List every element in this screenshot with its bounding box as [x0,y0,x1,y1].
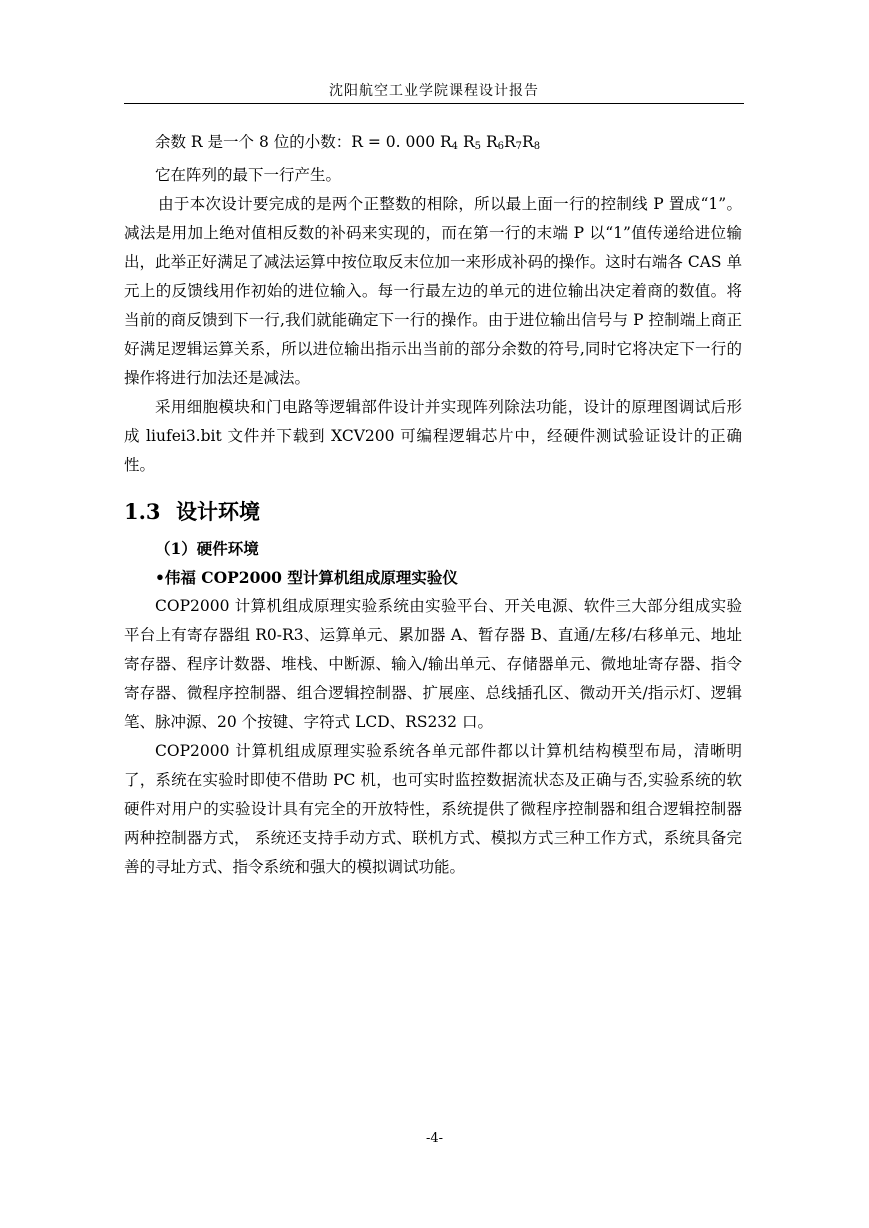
sub-4: 4 [451,141,459,152]
paragraph-1: 由于本次设计要完成的是两个正整数的相除，所以最上面一行的控制线 P 置成“1”。减法是用加上绝对值相反数的补码来实现的，而在第一行的末端 P 以“1”值传递给进位输出，此举正好满足了减法运算中按位取反末位加一来形成补码的操作。这时右端各 CAS 单元上的反馈线用作初始的进位输入。每一行最左边的单元的进位输出决定着商的数值。将当前的商反馈到下一行,我们就能确定下一行的操作。由于进位输出信号与 P 控制端上商正好满足逻辑运算关系，所以进位输出指示出当前的部分余数的符号,同时它将决定下一行的操作将进行加法还是减法。 [124,195,742,387]
sub-7: 7 [515,141,523,152]
subheading-hardware: （1）硬件环境 [155,539,259,558]
paragraph-4: COP2000 计算机组成原理实验系统各单元部件都以计算机结构模型布局，清晰明了，系统在实验时即使不借助 PC 机，也可实时监控数据流状态及正确与否,实验系统的软硬件对用户的实验设计具有完全的开放特性，系统提供了微程序控制器和组合逻辑控制器两种控制器方式， 系统还支持手动方式、联机方式、模拟方式三种工作方式，系统具备完善的寻址方式、指令系统和强大的模拟调试功能。 [124,742,742,876]
section-title: 设计环境 [176,499,260,524]
page-header: 沈阳航空工业学院课程设计报告 [329,83,539,99]
remainder-formula-line: 余数 R 是一个 8 位的小数：R = 0. 000 $R_4$ $R_5$ $R_6R_7R_8$ [155,133,541,152]
sub-5: 5 [474,141,482,152]
subheading-device: •伟福 COP2000 型计算机组成原理实验仪 [155,568,458,587]
header-rule [124,103,744,104]
page-number: -4- [425,1131,444,1146]
sub-6: 6 [497,141,504,152]
text-line-2: 它在阵列的最下一行产生。 [155,166,342,184]
document-body [124,128,742,882]
sub-8: 8 [533,141,541,152]
paragraph-3: COP2000 计算机组成原理实验系统由实验平台、开关电源、软件三大部分组成实验平台上有寄存器组 R0-R3、运算单元、累加器 A、暂存器 B、直通/左移/右移单元、地址寄存器、程序计数器、堆栈、中断源、输入/输出单元、存储器单元、微地址寄存器、指令寄存器、微程序控制器、组合逻辑控制器、扩展座、总线插孔区、微动开关/指示灯、逻辑笔、脉冲源、20 个按键、字符式 LCD、RS232 口。 [124,597,742,731]
formula-prefix: 余数 R 是一个 8 位的小数：R = 0. 000 R [155,133,452,151]
paragraph-2: 采用细胞模块和门电路等逻辑部件设计并实现阵列除法功能，设计的原理图调试后形成 liufei3.bit 文件并下载到 XCV200 可编程逻辑芯片中，经硬件测试验证设计的正确性。 [124,398,742,474]
section-heading [124,496,742,528]
section-number: 1.3 [124,499,161,524]
